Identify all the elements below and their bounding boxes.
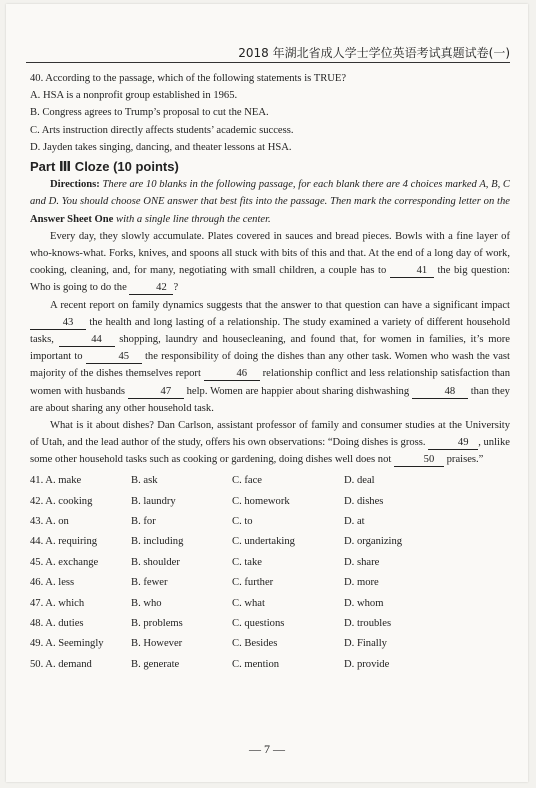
choice-option-c: C. mention xyxy=(232,658,280,670)
passage-paragraph-3 xyxy=(30,417,510,469)
choice-option-a: 43. A. on xyxy=(30,516,69,528)
exam-page xyxy=(6,4,528,782)
choice-row-49 xyxy=(30,634,444,654)
directions-text-1: There are 10 blanks in the following passage, for each blank there are 4 choices marked A, B, C and D. You should choose ONE answer that best fits into the passage. Then mark the corresponding letter on the xyxy=(30,179,510,208)
directions-paragraph xyxy=(30,176,510,228)
page-header-title: 2018 年湖北省成人学士学位英语考试真题试卷(一) xyxy=(238,46,510,60)
choice-option-c: C. face xyxy=(232,475,262,487)
question-40-stem: 40. According to the passage, which of the following statements is TRUE? xyxy=(30,73,347,84)
passage-text: Every day, they slowly accumulate. Plates covered in sauces and bread pieces. Bowls with a fine layer of who-knows-what. Forks, knives, and spoons all stuck with bits of this and that. At the end of a long day of work, cooking, cleaning, and, for many, negotiating with small children, a couple has to xyxy=(30,230,510,277)
choice-row-42 xyxy=(30,491,444,511)
choice-option-c: C. homework xyxy=(232,495,290,507)
choice-row-43 xyxy=(30,511,444,531)
passage-text: What is it about dishes? Dan Carlson, assistant professor of family and consumer studies at the University of Utah, and the lead author of the study, offers his own observations: “Doing dishes is gross. xyxy=(30,420,510,449)
choice-option-d: D. deal xyxy=(344,475,375,487)
choice-option-c: C. take xyxy=(232,556,263,568)
choice-option-b: B. generate xyxy=(131,658,180,670)
question-40-option-c: C. Arts instruction directly affects students’ academic success. xyxy=(30,124,294,136)
blank-46: 46 xyxy=(204,368,260,381)
choice-option-b: B. fewer xyxy=(131,577,168,589)
choice-option-c: C. to xyxy=(232,516,253,528)
choice-option-d: D. more xyxy=(344,577,379,589)
passage-text: the big question: Who is going to do the xyxy=(30,265,510,294)
page-number: — 7 — xyxy=(249,742,285,756)
choice-row-45 xyxy=(30,552,444,572)
choice-option-c: C. undertaking xyxy=(232,536,295,548)
blank-50: 50 xyxy=(394,454,444,467)
choice-option-b: B. ask xyxy=(131,475,158,487)
choice-row-47 xyxy=(30,593,444,613)
part-3-title: Part Ⅲ Cloze (10 points) xyxy=(30,159,179,175)
choice-option-d: D. dishes xyxy=(344,495,384,507)
question-40-option-d: D. Jayden takes singing, dancing, and theater lessons at HSA. xyxy=(30,141,292,153)
choice-row-50 xyxy=(30,654,444,674)
passage-text: , unlike some other household tasks such as cooking or gardening, doing dishes well does not xyxy=(30,437,510,466)
choice-row-46 xyxy=(30,573,444,593)
choice-option-c: C. further xyxy=(232,577,274,589)
blank-48: 48 xyxy=(412,386,468,399)
passage-text: help. Women are happier about sharing dishwashing xyxy=(183,385,412,397)
passage-text: praises.” xyxy=(443,454,484,466)
passage-text: A recent report on family dynamics suggests that the answer to that question can have a significant impact xyxy=(50,299,510,311)
question-40-option-a: A. HSA is a nonprofit group established in 1965. xyxy=(30,90,238,102)
choice-option-b: B. laundry xyxy=(131,495,176,507)
choice-option-d: D. share xyxy=(344,556,380,568)
choice-option-b: B. for xyxy=(131,516,156,528)
choice-option-d: D. organizing xyxy=(344,536,403,548)
choice-option-a: 48. A. duties xyxy=(30,618,84,629)
passage-text: relationship conflict and less relationship satisfaction than women with husbands xyxy=(30,368,510,397)
choice-option-a: 45. A. exchange xyxy=(30,556,99,568)
blank-44: 44 xyxy=(59,334,115,347)
choice-option-d: D. at xyxy=(344,516,365,528)
blank-47: 47 xyxy=(128,386,184,399)
choice-option-a: 50. A. demand xyxy=(30,658,92,670)
passage-text: the health and long lasting of a relationship. The study examined a variety of different household tasks, xyxy=(30,316,510,346)
choice-option-a: 49. A. Seemingly xyxy=(30,638,104,650)
header-rule xyxy=(26,62,510,63)
choice-option-a: 47. A. which xyxy=(30,597,85,609)
directions-label: Directions: xyxy=(50,179,100,191)
passage-text: the responsibility of doing the dishes than any other task. Women who wash the vast majority of the dishes themselves report xyxy=(30,351,510,380)
answer-sheet-label: Answer Sheet One xyxy=(30,213,114,225)
choice-option-d: D. Finally xyxy=(344,638,387,650)
passage-text: ? xyxy=(173,282,179,294)
blank-43: 43 xyxy=(30,317,86,330)
blank-45: 45 xyxy=(86,351,142,364)
choice-option-b: B. who xyxy=(131,597,162,609)
directions-text-2: with a single line through the center. xyxy=(113,213,271,225)
choice-option-d: D. troubles xyxy=(344,618,392,629)
passage-text: shopping, laundry and housecleaning, and found that, for women in families, it’s more important to xyxy=(30,334,510,363)
passage-text: than they are about sharing any other household task. xyxy=(30,385,510,414)
choice-option-a: 46. A. less xyxy=(30,577,75,589)
question-40-option-b: B. Congress agrees to Trump’s proposal to cut the NEA. xyxy=(30,107,269,119)
choice-option-b: B. shoulder xyxy=(131,556,180,568)
choice-option-c: C. Besides xyxy=(232,638,278,650)
choice-option-a: 44. A. requiring xyxy=(30,536,98,548)
choice-option-d: D. whom xyxy=(344,597,384,609)
choice-option-c: C. what xyxy=(232,597,265,609)
blank-42: 42 xyxy=(129,282,173,295)
choice-option-a: 41. A. make xyxy=(30,475,82,487)
choice-option-d: D. provide xyxy=(344,658,390,670)
passage-paragraph-2 xyxy=(30,297,510,417)
choice-option-b: B. problems xyxy=(131,618,183,629)
choice-row-44 xyxy=(30,532,444,552)
choice-row-48 xyxy=(30,613,444,633)
blank-49: 49 xyxy=(428,437,478,450)
blank-41: 41 xyxy=(390,265,434,278)
page-content xyxy=(30,70,510,675)
choice-option-b: B. including xyxy=(131,536,184,548)
passage-paragraph-1 xyxy=(30,228,510,297)
choice-option-a: 42. A. cooking xyxy=(30,495,93,507)
answer-choices-table xyxy=(30,471,444,675)
choice-option-b: B. However xyxy=(131,638,183,650)
choice-option-c: C. questions xyxy=(232,618,285,629)
choice-row-41 xyxy=(30,471,444,491)
